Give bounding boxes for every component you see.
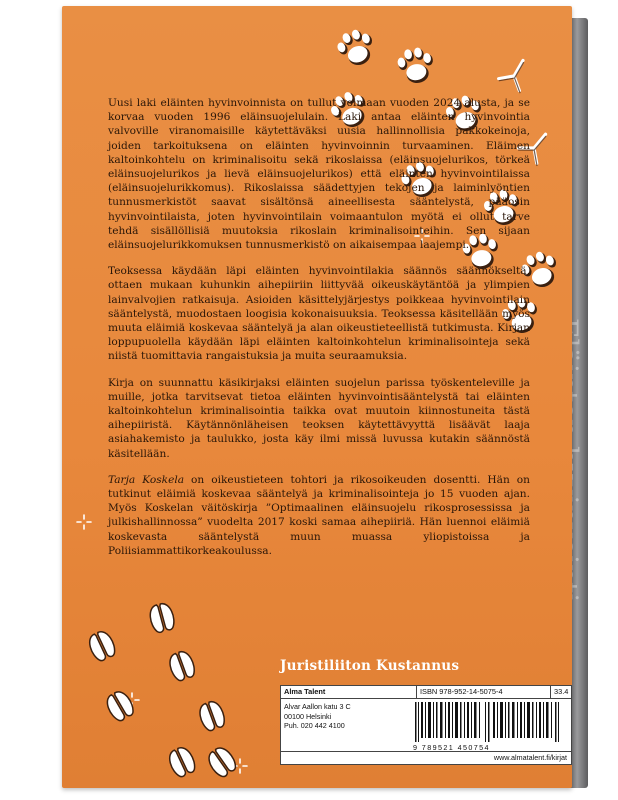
price-label-sticker [280, 685, 572, 765]
address-line-1: Alvar Aallon katu 3 C [284, 702, 351, 711]
sparkle-icon [77, 515, 91, 529]
label-header-row [281, 686, 571, 699]
publisher-url [281, 751, 571, 764]
author-name: Tarja Koskela [108, 473, 185, 486]
barcode-icon [411, 702, 567, 744]
paw-print-icon [396, 45, 437, 86]
back-cover-blurb [108, 96, 530, 570]
price-code: 33.4 [550, 686, 568, 698]
paw-print-icon [334, 25, 379, 70]
back-cover [62, 6, 572, 788]
hoof-print-icon [197, 699, 228, 733]
blurb-paragraph-3: Kirja on suunnattu käsikirjaksi eläinten suojelun parissa työskenteleville ja muille, jotka tarvitsevat tietoa eläinten hyvinvointisääntelystä tai eläinten kaltoinkohtelun kriminalisointia taikka ovat muutoin kiinnostuneita tästä aihepiiristä. Käytännönläheisen teoksen käytettävyyttä lisäävät laaja asiahakemisto ja taulukko, josta käy ilmi missä luvussa kutakin säännöstä käsitellään. [108, 376, 530, 460]
book [62, 6, 588, 790]
book-spine [570, 18, 588, 788]
barcode-number: 9 789521 450754 [413, 743, 490, 752]
publisher-name: Juristiliiton Kustannus [280, 658, 460, 674]
address-line-2: 00100 Helsinki [284, 711, 332, 721]
publisher-address [284, 702, 351, 731]
publisher-url-text: www.almatalent.fi/kirjat [493, 753, 567, 762]
hoof-print-icon [205, 744, 239, 780]
author-bio [108, 473, 530, 558]
phone-number: Puh. 020 442 4100 [284, 721, 345, 730]
hoof-print-icon [167, 649, 198, 683]
blurb-paragraph-2: Teoksessa käydään läpi eläinten hyvinvointilakia säännös säännökseltä, ottaen mukaan kuhunkin aihepiiriin liittyvää oikeuskäytäntöä ja ylimpien lainvalvojien ratkaisuja. Asioiden käsittelyjärjestys poikkeaa hyvinvointilain sääntelystä, muodostaen loogisia kokonaisuuksia. Teoksessa käsitellään myös muuta eläimiä koskevaa sääntelyä ja alan oikeustieteellistä tutkimusta. Kirjan loppupuolella käydään läpi eläinten kaltoinkohtelun kriminalisointeja sekä niistä tuomittavia rangaistuksia ja muita seuraamuksia. [108, 265, 530, 363]
hoof-print-icon [147, 602, 176, 634]
hoof-print-icon [86, 629, 118, 663]
hoof-print-icon [166, 745, 198, 779]
author-bio-text: on oikeustieteen tohtori ja rikosoikeuden dosentti. Hän on tutkinut eläimiä koskevaa sääntelyä ja kriminalisointeja jo 15 vuoden ajan. Myös Koskelan väitöskirja ”Optimaalinen eläinsuojelu rikosprosessissa ja julkishallinnossa” vuodelta 2017 koski samaa aihepiiriä. Hän luennoi eläimiä koskevasta sääntelystä muun muassa yliopistoissa ja Poliisiammattikorkeakoulussa. [108, 473, 530, 557]
label-brand: Alma Talent [284, 687, 326, 696]
isbn: ISBN 978-952-14-5075-4 [416, 686, 503, 698]
bird-track-icon [498, 54, 535, 92]
blurb-paragraph-1: Uusi laki eläinten hyvinvoinnista on tullut voimaan vuoden 2024 alusta, ja se korvaa vuoden 1996 eläinsuojelulain. Laki antaa eläinten hyvinvointia valvoville viranomaisille käytettäväksi uusia hallinnollisia pakkokeinoja, joiden tarkoituksena on eläinten hyvinvoinnin turvaaminen. Eläimen kaltoinkohtelu on kriminalisoitu sekä rikoslaissa (eläinsuojelurikos, törkeä eläinsuojelurikos ja lievä eläinsuojelurikos) että eläinten hyvinvointilaissa (eläinsuojelurikkomus). Rikoslaissa säädettyjen tekojen ja laiminlyöntien tunnusmerkistöt saavat sisältönsä aineellisesta sääntelystä, pääosin hyvinvointilaista, joten hyvinvointilain voimaantulon myötä ei ollut tarve tehdä sisällöllisiä muutoksia rikoslain kriminalisointeihin. Sen sijaan eläinsuojelurikkomuksen tunnusmerkistö on aikaisempaa laajempi. [108, 97, 530, 252]
